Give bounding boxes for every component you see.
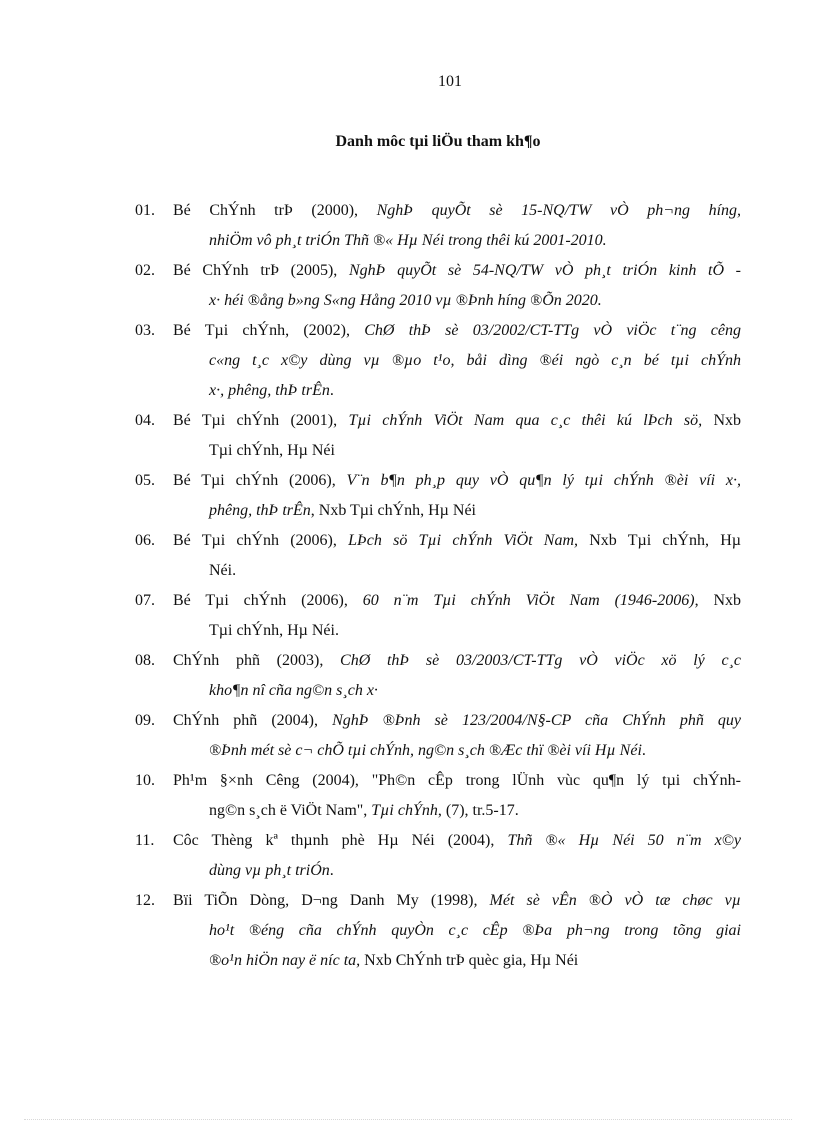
reference-text: Nxb ChÝnh trÞ quèc gia, Hµ Néi	[360, 952, 579, 969]
reference-line	[173, 586, 741, 616]
reference-text: Nxb	[702, 412, 741, 429]
reference-item	[135, 766, 741, 826]
reference-line	[173, 796, 741, 826]
reference-title-text: c«ng t¸c x©y dùng vµ ®µo t¹o, båi dìng ®éi ngò c¸n bé tµi chÝnh	[209, 352, 741, 369]
reference-text: Bé Tµi chÝnh, (2002),	[173, 322, 365, 339]
reference-title-text: phêng, thÞ trÊn	[209, 502, 311, 519]
reference-text: Ph¹m §×nh Cêng (2004), "Ph©n cÊp trong lÜnh vùc qu¶n lý tµi chÝnh-	[173, 772, 741, 789]
reference-text: Bé Tµi chÝnh (2006),	[173, 532, 349, 549]
reference-number: 07.	[135, 592, 155, 609]
reference-line	[173, 616, 741, 646]
reference-line	[173, 526, 741, 556]
reference-title-text: kho¶n nî cña ng©n s¸ch x·	[209, 682, 378, 699]
reference-title-text: Thñ ®« Hµ Néi 50 n¨m x©y	[507, 832, 741, 849]
reference-line	[173, 316, 741, 346]
reference-number: 12.	[135, 892, 155, 909]
reference-item	[135, 586, 741, 646]
reference-line	[173, 646, 741, 676]
reference-item	[135, 316, 741, 406]
reference-text: ChÝnh phñ (2004),	[173, 712, 333, 729]
reference-line	[173, 286, 741, 316]
reference-title-text: ChØ thÞ sè 03/2003/CT-TTg vÒ viÖc xö lý c¸c	[340, 652, 741, 669]
reference-line	[173, 256, 741, 286]
reference-title-text: NghÞ quyÕt sè 15-NQ/TW vÒ ph¬ng híng,	[376, 202, 742, 219]
reference-title-text: ®Þnh mét sè c¬ chÕ tµi chÝnh, ng©n s¸ch ®Æc thï ®èi víi Hµ Néi	[209, 742, 642, 759]
reference-text: , Nxb Tµi chÝnh, Hµ Néi	[310, 502, 476, 519]
reference-title-text: NghÞ ®Þnh sè 123/2004/N§-CP cña ChÝnh phñ quy	[332, 712, 741, 729]
reference-line	[173, 196, 741, 226]
reference-number: 01.	[135, 202, 155, 219]
reference-text: .	[329, 382, 334, 399]
reference-text: Nxb Tµi chÝnh, Hµ	[578, 532, 742, 549]
page-title: Danh môc tµi liÖu tham kh¶o	[335, 133, 541, 150]
reference-line	[173, 706, 741, 736]
reference-number: 05.	[135, 472, 155, 489]
reference-text: Bé Tµi chÝnh (2006),	[173, 472, 347, 489]
reference-item	[135, 196, 741, 256]
reference-item	[135, 526, 741, 586]
reference-text: Bïi TiÕn Dòng, D¬ng Danh My (1998)	[173, 892, 474, 909]
reference-title-text: x·, phêng, thÞ trÊn	[209, 382, 330, 399]
reference-text: , Nxb	[694, 592, 742, 609]
reference-text: ng©n s¸ch ë ViÖt Nam",	[209, 802, 372, 819]
reference-line	[173, 856, 741, 886]
reference-line	[173, 826, 741, 856]
reference-text: .	[329, 862, 334, 879]
reference-line	[173, 736, 741, 766]
reference-line	[173, 556, 741, 586]
reference-text: ChÝnh phñ (2003),	[173, 652, 341, 669]
reference-text: Bé Tµi chÝnh (2001),	[173, 412, 349, 429]
reference-number: 06.	[135, 532, 155, 549]
reference-list	[135, 196, 741, 976]
reference-item	[135, 706, 741, 766]
reference-text: Côc Thèng kª thµnh phè Hµ Néi (2004),	[173, 832, 508, 849]
reference-line	[173, 376, 741, 406]
reference-text: Néi.	[209, 562, 237, 579]
reference-line	[173, 916, 741, 946]
reference-item	[135, 646, 741, 706]
reference-text: Bé Tµi chÝnh (2006),	[173, 592, 363, 609]
reference-item	[135, 886, 741, 976]
reference-title-text: LÞch sö Tµi chÝnh ViÖt Nam,	[348, 532, 579, 549]
reference-item	[135, 256, 741, 316]
reference-item	[135, 466, 741, 526]
reference-number: 02.	[135, 262, 155, 279]
reference-text: Tµi chÝnh, Hµ Néi.	[209, 622, 339, 639]
reference-text: .	[641, 742, 646, 759]
reference-number: 10.	[135, 772, 155, 789]
reference-line	[173, 406, 741, 436]
reference-line	[173, 436, 741, 466]
reference-text: Tµi chÝnh, Hµ Néi	[209, 442, 335, 459]
reference-text: Bé ChÝnh trÞ (2000),	[173, 202, 377, 219]
reference-line	[173, 346, 741, 376]
reference-line	[173, 496, 741, 526]
footer-divider	[24, 1119, 792, 1120]
reference-text: , (7), tr.5-17.	[437, 802, 519, 819]
reference-title-text: ChØ thÞ sè 03/2002/CT-TTg vÒ viÖc t¨ng cêng	[364, 322, 741, 339]
page-number: 101	[438, 73, 462, 90]
reference-line	[173, 766, 741, 796]
reference-title-text: ho¹t ®éng cña chÝnh quyÒn c¸c cÊp ®Þa ph¬ng trong tõng giai	[209, 922, 741, 939]
reference-title-text: ®o¹n hiÖn nay ë níc ta,	[209, 952, 361, 969]
reference-title-text: dùng vµ ph¸t triÓn	[209, 862, 330, 879]
reference-line	[173, 886, 741, 916]
reference-number: 09.	[135, 712, 155, 729]
reference-line	[173, 676, 741, 706]
reference-title-text: NghÞ quyÕt sè 54-NQ/TW vÒ ph¸t triÓn kinh tÕ -	[348, 262, 742, 279]
reference-line	[173, 466, 741, 496]
reference-title-text: , Mét sè vÊn ®Ò vÒ tæ chøc vµ	[473, 892, 741, 909]
reference-title-text: nhiÖm vô ph¸t triÓn Thñ ®« Hµ Néi trong thêi kú 2001-2010.	[209, 232, 607, 249]
reference-text: Bé ChÝnh trÞ (2005),	[173, 262, 349, 279]
reference-title-text: 60 n¨m Tµi chÝnh ViÖt Nam (1946-2006)	[362, 592, 695, 609]
reference-item	[135, 826, 741, 886]
reference-title-text: Tµi chÝnh ViÖt Nam qua c¸c thêi kú lÞch sö,	[348, 412, 703, 429]
reference-number: 08.	[135, 652, 155, 669]
reference-number: 11.	[135, 832, 155, 849]
reference-number: 04.	[135, 412, 155, 429]
reference-line	[173, 226, 741, 256]
reference-number: 03.	[135, 322, 155, 339]
reference-item	[135, 406, 741, 466]
reference-line	[173, 946, 741, 976]
reference-title-text: Tµi chÝnh	[371, 802, 438, 819]
reference-title-text: x· héi ®ång b»ng S«ng Hång 2010 vµ ®Þnh híng ®Õn 2020.	[209, 292, 602, 309]
reference-title-text: V¨n b¶n ph¸p quy vÒ qu¶n lý tµi chÝnh ®èi víi x·,	[346, 472, 742, 489]
